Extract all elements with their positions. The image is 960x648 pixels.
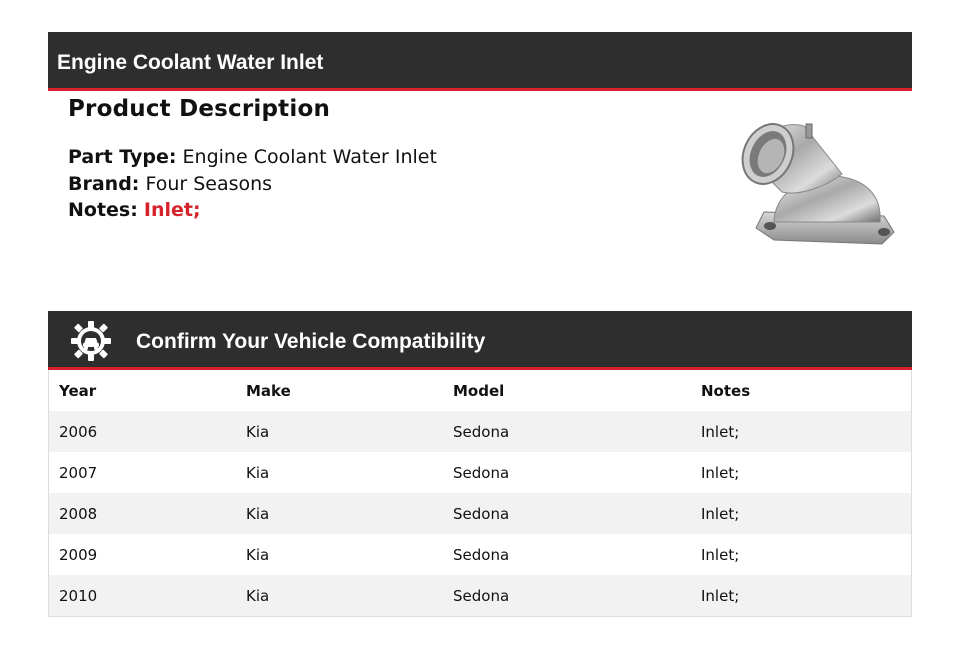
cell-model: Sedona bbox=[453, 464, 510, 482]
table-header-row bbox=[49, 370, 911, 411]
notes-value: Inlet; bbox=[143, 199, 201, 221]
cell-year: 2009 bbox=[59, 546, 98, 564]
part-type-line bbox=[68, 144, 688, 171]
table-row bbox=[49, 411, 911, 452]
compatibility-title: Confirm Your Vehicle Compatibility bbox=[136, 330, 486, 353]
cell-model: Sedona bbox=[453, 505, 510, 523]
notes-label: Notes: bbox=[68, 199, 138, 221]
cell-notes: Inlet; bbox=[701, 464, 740, 482]
column-header-notes: Notes bbox=[701, 382, 751, 400]
cell-year: 2007 bbox=[59, 464, 98, 482]
brand-label: Brand: bbox=[68, 172, 140, 195]
cell-model: Sedona bbox=[453, 546, 510, 564]
cell-make: Kia bbox=[246, 546, 270, 564]
cell-year: 2006 bbox=[59, 423, 98, 441]
table-row bbox=[49, 575, 911, 616]
table-row bbox=[49, 452, 911, 493]
part-type-label: Part Type: bbox=[68, 146, 177, 168]
part-type-value: Engine Coolant Water Inlet bbox=[182, 146, 437, 168]
cell-make: Kia bbox=[246, 505, 270, 523]
cell-notes: Inlet; bbox=[701, 505, 740, 523]
cell-model: Sedona bbox=[453, 587, 510, 605]
product-description bbox=[68, 96, 688, 224]
cell-notes: Inlet; bbox=[701, 423, 740, 441]
description-heading: Product Description bbox=[68, 96, 331, 122]
product-image bbox=[734, 104, 906, 260]
compatibility-bar bbox=[48, 311, 912, 370]
cell-notes: Inlet; bbox=[701, 546, 740, 564]
cell-make: Kia bbox=[246, 423, 270, 441]
brand-value: Four Seasons bbox=[145, 172, 273, 195]
cell-year: 2010 bbox=[59, 587, 98, 605]
column-header-make: Make bbox=[246, 382, 291, 400]
page-title: Engine Coolant Water Inlet bbox=[57, 51, 324, 74]
gear-car-icon bbox=[70, 320, 112, 362]
cell-make: Kia bbox=[246, 464, 270, 482]
compatibility-table bbox=[48, 370, 912, 617]
cell-notes: Inlet; bbox=[701, 587, 740, 605]
cell-year: 2008 bbox=[59, 505, 98, 523]
title-bar bbox=[48, 32, 912, 91]
column-header-year: Year bbox=[59, 382, 97, 400]
cell-model: Sedona bbox=[453, 423, 510, 441]
brand-line bbox=[68, 171, 688, 198]
table-row bbox=[49, 534, 911, 575]
notes-line bbox=[68, 197, 688, 224]
cell-make: Kia bbox=[246, 587, 270, 605]
column-header-model: Model bbox=[453, 382, 505, 400]
table-row bbox=[49, 493, 911, 534]
